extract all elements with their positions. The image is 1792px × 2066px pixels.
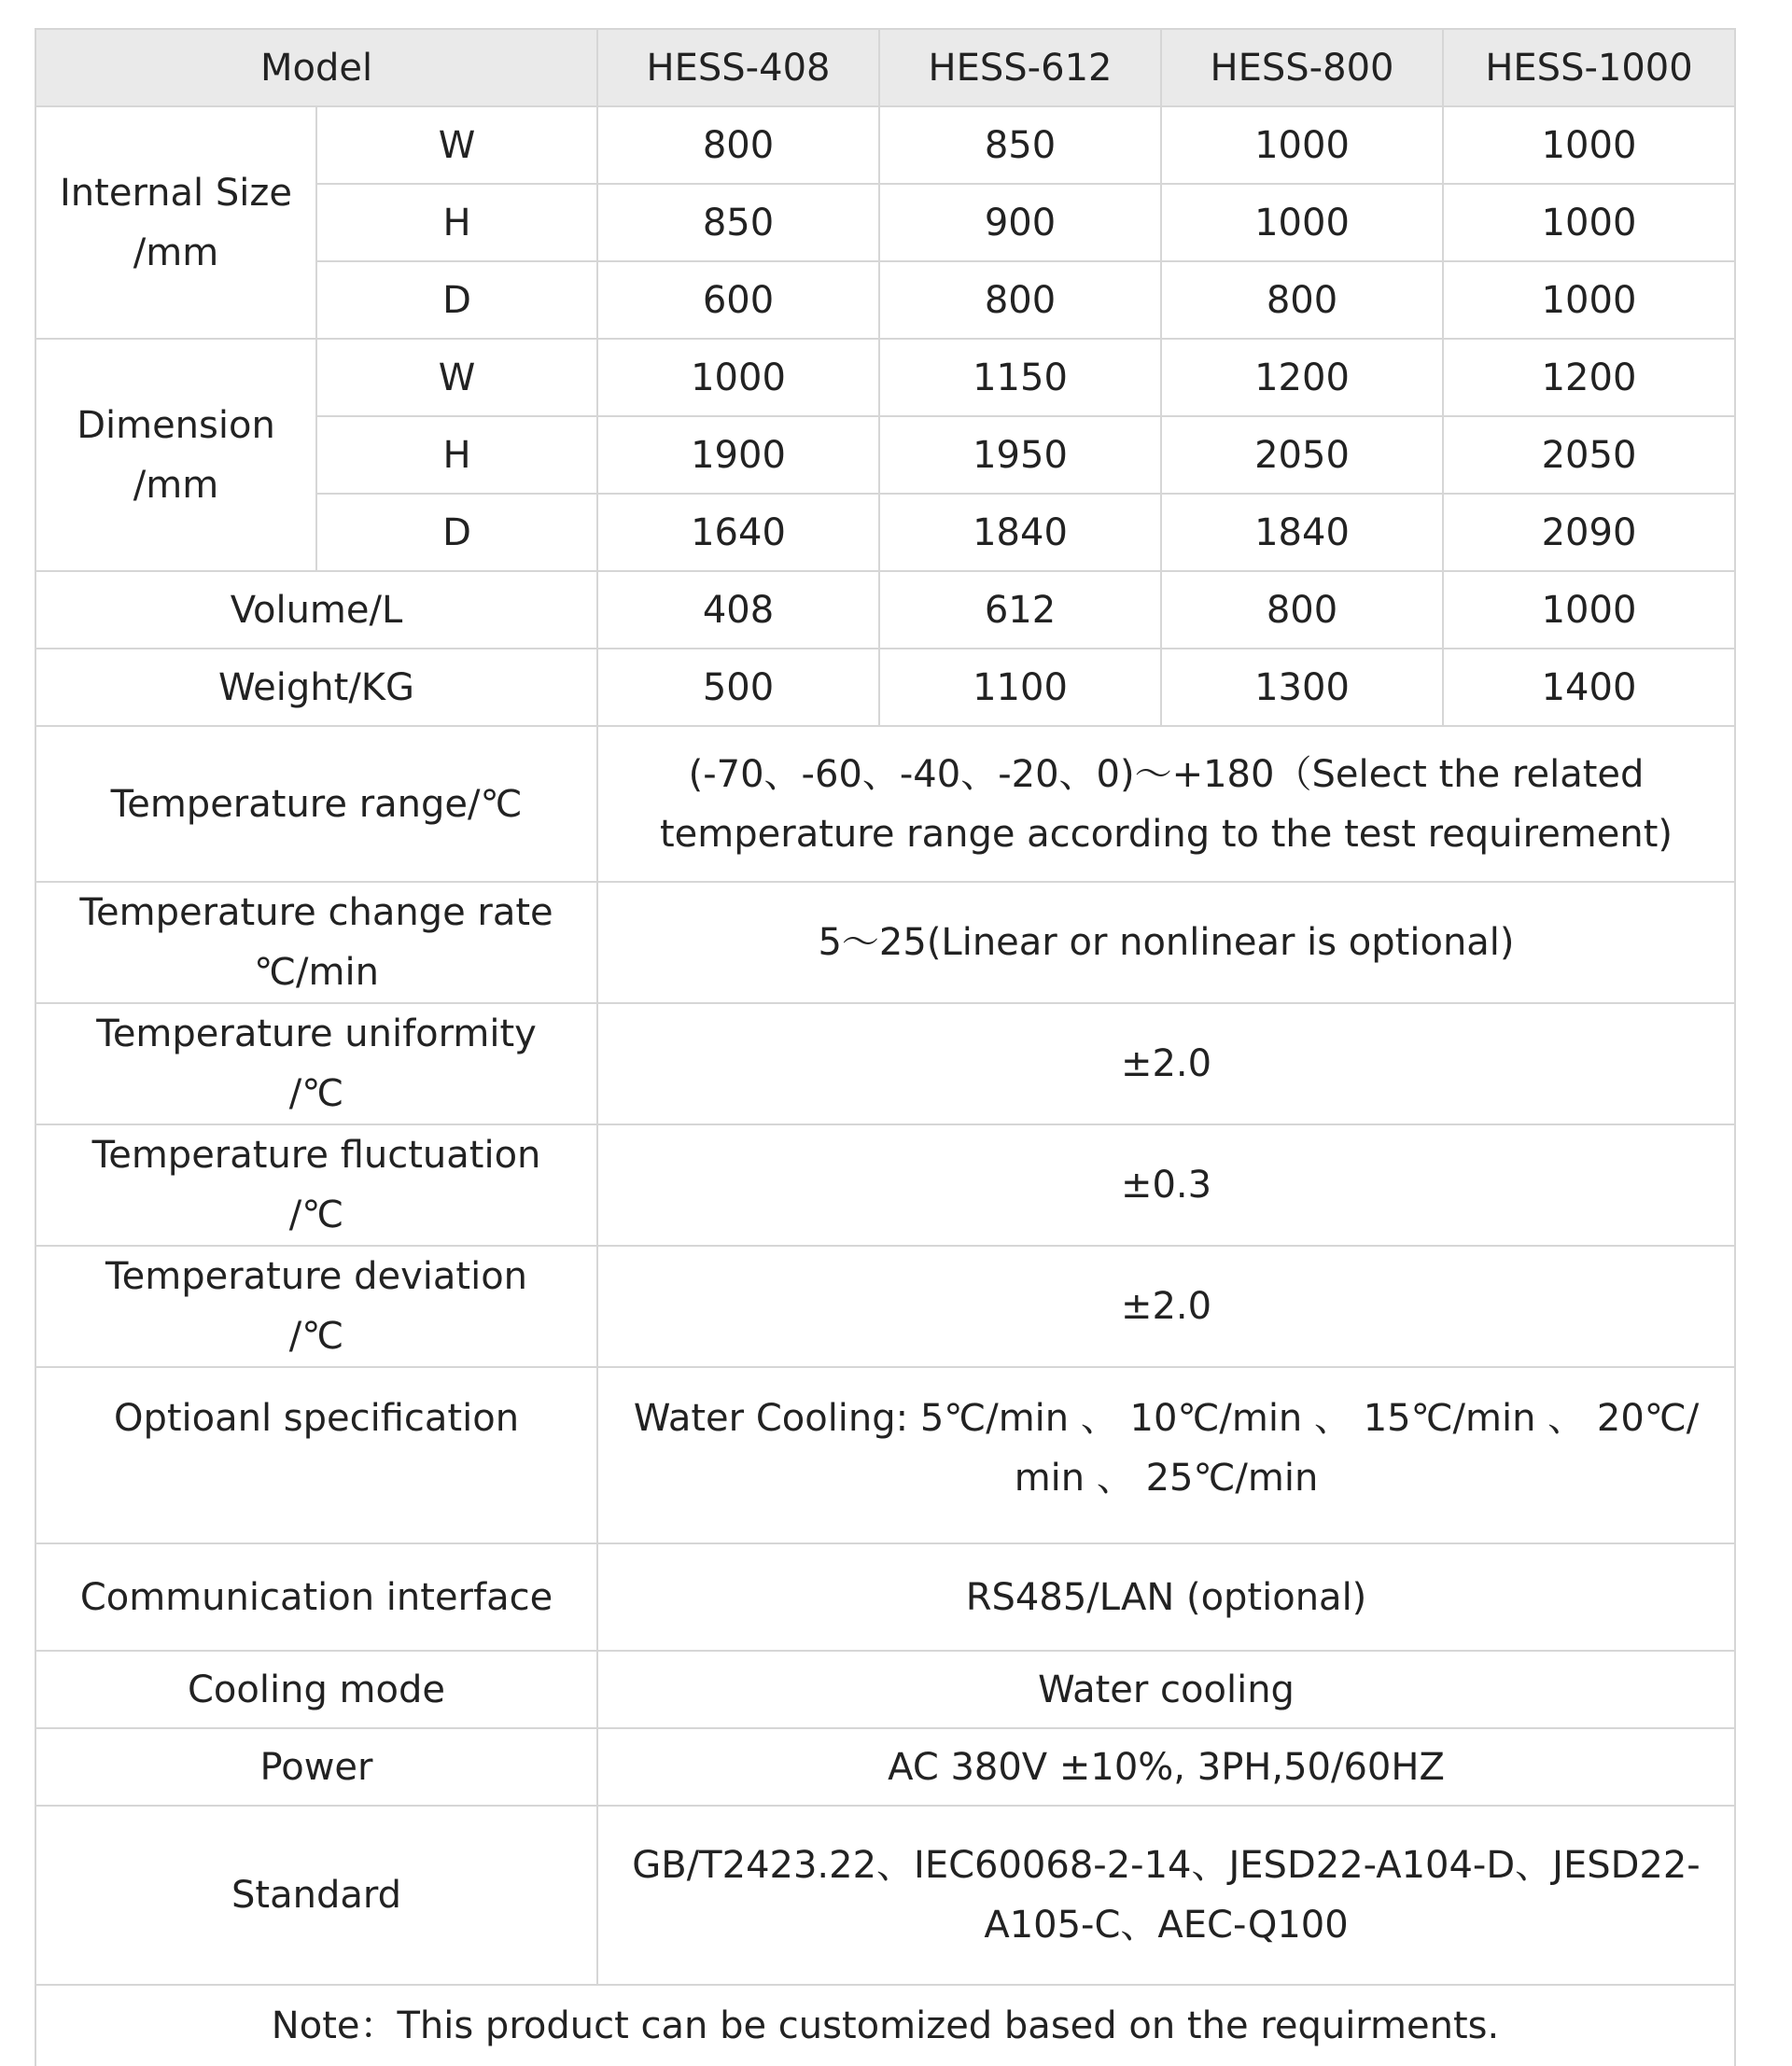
table-cell: 1000 [1161,106,1443,184]
dim-label: W [316,339,597,416]
weight-label: Weight/KG [35,649,597,726]
table-row [35,1543,1735,1651]
table-cell: 1150 [879,339,1161,416]
model-header: Model [35,29,597,106]
fluctuation-label: Temperature fluctuation /℃ [35,1124,597,1246]
dim-label: D [316,261,597,339]
header-row [35,29,1735,106]
table-row [35,1651,1735,1728]
table-row [35,1367,1735,1543]
internal-size-label: Internal Size /mm [35,106,316,339]
table-cell: 600 [597,261,879,339]
table-cell: 1200 [1443,339,1735,416]
table-row [35,339,1735,416]
table-cell: 1000 [1443,106,1735,184]
table-cell: 1000 [1161,184,1443,261]
model-name: HESS-1000 [1443,29,1735,106]
model-name: HESS-612 [879,29,1161,106]
model-name: HESS-800 [1161,29,1443,106]
table-cell: 2050 [1161,416,1443,494]
note-text: Note：This product can be customized based on the requirments. [35,1985,1735,2066]
table-row [35,1728,1735,1806]
table-row [35,106,1735,184]
table-row [35,571,1735,649]
table-cell: 1200 [1161,339,1443,416]
optional-spec-value: Water Cooling: 5℃/min 、 10℃/min 、 15℃/min 、 20℃/ min 、 25℃/min [597,1367,1735,1543]
temperature-range-value: (-70、-60、-40、-20、0)～+180（Select the related temperature range according to the test requirement) [597,726,1735,882]
communication-label: Communication interface [35,1543,597,1651]
dim-label: H [316,184,597,261]
table-row [35,649,1735,726]
standard-value: GB/T2423.22、IEC60068-2-14、JESD22-A104-D、JESD22- A105-C、AEC-Q100 [597,1806,1735,1985]
table-cell: 1000 [597,339,879,416]
model-name: HESS-408 [597,29,879,106]
power-label: Power [35,1728,597,1806]
table-cell: 1950 [879,416,1161,494]
table-cell: 900 [879,184,1161,261]
table-cell: 1900 [597,416,879,494]
communication-value: RS485/LAN (optional) [597,1543,1735,1651]
table-cell: 1840 [1161,494,1443,571]
table-cell: 408 [597,571,879,649]
table-cell: 500 [597,649,879,726]
table-row [35,882,1735,1003]
spec-table [35,28,1736,2066]
change-rate-value: 5～25(Linear or nonlinear is optional) [597,882,1735,1003]
table-cell: 1000 [1443,571,1735,649]
table-cell: 850 [597,184,879,261]
table-cell: 1640 [597,494,879,571]
table-row [35,1124,1735,1246]
table-cell: 2050 [1443,416,1735,494]
volume-label: Volume/L [35,571,597,649]
power-value: AC 380V ±10%, 3PH,50/60HZ [597,1728,1735,1806]
table-cell: 1400 [1443,649,1735,726]
dim-label: D [316,494,597,571]
table-cell: 1100 [879,649,1161,726]
uniformity-value: ±2.0 [597,1003,1735,1124]
table-cell: 612 [879,571,1161,649]
table-cell: 800 [1161,261,1443,339]
dim-label: W [316,106,597,184]
table-cell: 800 [1161,571,1443,649]
deviation-value: ±2.0 [597,1246,1735,1367]
table-row [35,726,1735,882]
fluctuation-value: ±0.3 [597,1124,1735,1246]
table-row [35,1806,1735,1985]
standard-label: Standard [35,1806,597,1985]
table-cell: 1000 [1443,184,1735,261]
cooling-mode-value: Water cooling [597,1651,1735,1728]
table-cell: 2090 [1443,494,1735,571]
table-row [35,1985,1735,2066]
optional-spec-label: Optioanl specification [35,1367,597,1543]
uniformity-label: Temperature uniformity /℃ [35,1003,597,1124]
table-cell: 850 [879,106,1161,184]
change-rate-label: Temperature change rate ℃/min [35,882,597,1003]
table-cell: 1300 [1161,649,1443,726]
deviation-label: Temperature deviation /℃ [35,1246,597,1367]
dimension-label: Dimension /mm [35,339,316,571]
temperature-range-label: Temperature range/℃ [35,726,597,882]
cooling-mode-label: Cooling mode [35,1651,597,1728]
table-cell: 800 [597,106,879,184]
table-cell: 1840 [879,494,1161,571]
table-row [35,1003,1735,1124]
table-cell: 800 [879,261,1161,339]
dim-label: H [316,416,597,494]
table-row [35,1246,1735,1367]
table-cell: 1000 [1443,261,1735,339]
